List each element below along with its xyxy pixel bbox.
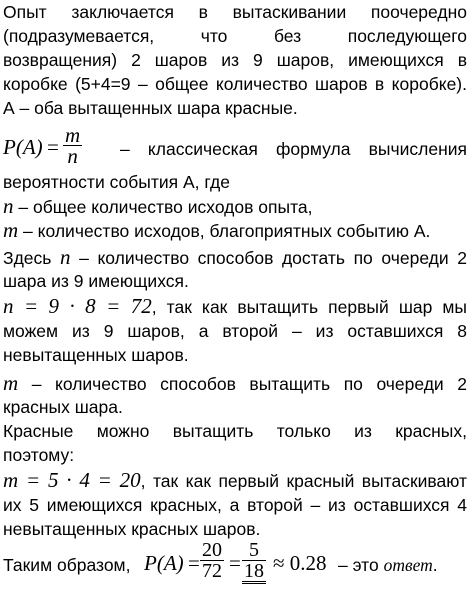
final-fraction-2-denominator: 18 (244, 560, 264, 582)
m-desc-text: – количество способов вытащить по очереди 2 (31, 374, 467, 394)
here-text: – количество способов достать по очереди 2 (79, 248, 467, 268)
final-lhs: P(A) (144, 551, 184, 575)
definition-m (3, 220, 430, 241)
definition-m-symbol: m (3, 218, 19, 242)
final-dash: – это (338, 555, 379, 575)
m-desc-line-1 (3, 373, 467, 394)
final-eq-1: = (188, 551, 200, 575)
calc-n-line-3: невытащенных шаров. (3, 345, 189, 365)
final-fraction-2-numerator: 5 (242, 540, 266, 561)
intro-line-1: Опыт заключается в вытаскивании поочередно (3, 2, 467, 22)
formula-lhs: P(A) (3, 135, 43, 159)
calc-n-line-1 (3, 296, 467, 317)
final-fraction-2 (242, 540, 266, 584)
m-desc-symbol: m (3, 371, 19, 395)
here-symbol: n (60, 245, 71, 269)
formula-fraction (63, 125, 82, 166)
final-prefix: Таким образом, (3, 555, 131, 575)
final-answer-word: ответ (383, 555, 433, 575)
definition-m-text: – количество исходов, благоприятных событию А. (23, 221, 431, 241)
m-desc-line-2: красных шара. (3, 397, 123, 417)
here-prefix: Здесь (3, 248, 52, 268)
final-approx: ≈ 0.28 (273, 551, 327, 575)
formula-numerator: m (65, 123, 81, 147)
final-fraction-1 (200, 540, 224, 581)
definition-n (3, 196, 312, 217)
calc-n-line-2: можем из 9 шаров, а второй – из оставшихся 8 (3, 321, 467, 341)
final-answer-text (338, 555, 438, 575)
calc-m-line-2: их 5 имеющихся красных, а второй – из оставшихся 4 (3, 495, 467, 515)
final-eq-2: = (229, 551, 241, 575)
calc-n-expression: n = 9 · 8 = 72 (3, 294, 152, 318)
here-line-1 (3, 247, 467, 268)
calc-m-expression: m = 5 · 4 = 20 (3, 468, 141, 492)
calc-m-line-3: невытащенных красных шаров. (3, 519, 261, 539)
intro-line-5: А – оба вытащенных шара красные. (3, 98, 298, 118)
calc-m-line-1 (3, 470, 467, 491)
probability-formula-line (3, 125, 467, 169)
calc-m-text: , так как первый красный вытаскивают (140, 471, 467, 491)
final-fraction-1-denominator: 72 (202, 560, 222, 582)
definition-n-text: – общее количество исходов опыта, (18, 197, 313, 217)
formula-denominator: n (67, 144, 78, 168)
final-fraction-1-numerator: 20 (202, 539, 222, 561)
intro-line-4: коробке (5+4=9 – общее количество шаров в коробке). (3, 74, 467, 94)
intro-line-3: возвращения) 2 шаров из 9 шаров, имеющихся в (3, 50, 467, 70)
m-desc-line-4: поэтому: (3, 445, 75, 465)
formula-eq: = (47, 135, 59, 159)
calc-n-text: , так как вытащить первый шар мы (151, 297, 467, 317)
here-line-2: шара из 9 имеющихся. (3, 271, 189, 291)
formula-description: – классическая формула вычисления (120, 139, 467, 159)
final-end: . (432, 555, 438, 575)
m-desc-line-3: Красные можно вытащить только из красных, (3, 421, 467, 441)
definition-n-symbol: n (3, 194, 14, 218)
intro-line-2: (подразумевается, что без последующего (3, 26, 467, 46)
final-answer-line (3, 540, 467, 592)
formula-description-2: вероятности события А, где (3, 172, 230, 192)
